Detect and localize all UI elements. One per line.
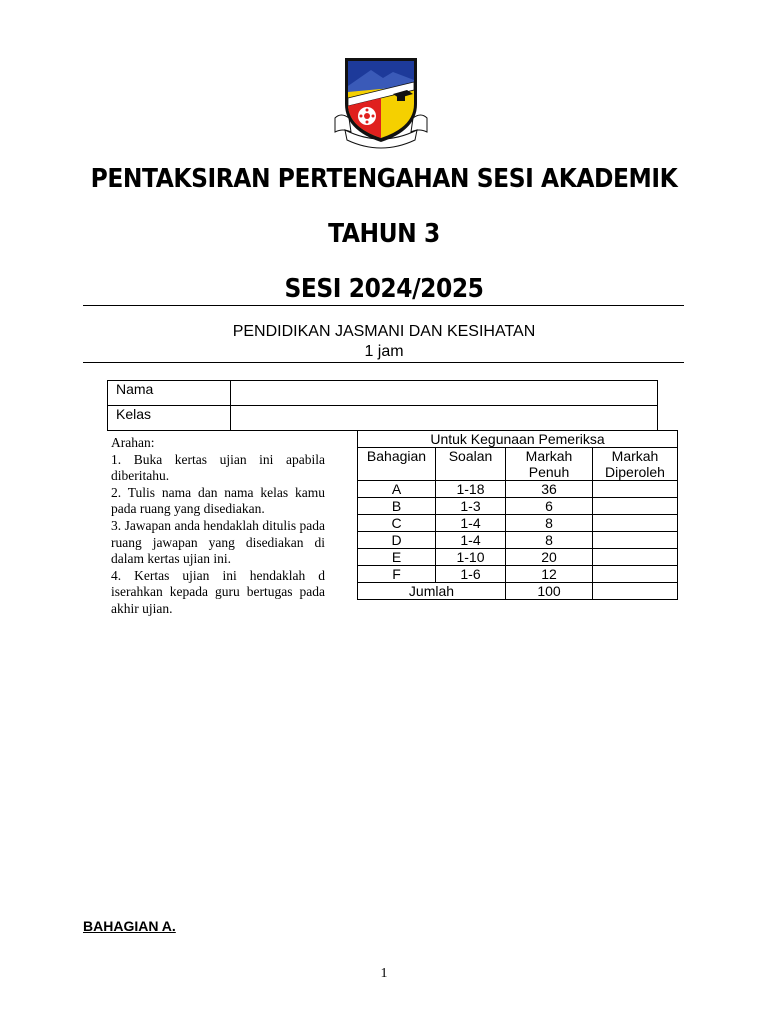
name-field[interactable] <box>231 381 658 406</box>
questions-cell: 1-6 <box>436 566 506 583</box>
full-marks-cell: 8 <box>506 532 593 549</box>
instruction-item: 1. Buka kertas ujian ini apabila diberitahu. <box>111 451 325 484</box>
table-row <box>358 549 678 566</box>
table-row <box>358 532 678 549</box>
full-marks-cell: 12 <box>506 566 593 583</box>
table-row <box>358 481 678 498</box>
header-full-marks: Markah Penuh <box>506 448 593 481</box>
table-row <box>358 498 678 515</box>
section-cell: A <box>358 481 436 498</box>
questions-cell: 1-4 <box>436 532 506 549</box>
full-marks-cell: 8 <box>506 515 593 532</box>
section-cell: F <box>358 566 436 583</box>
questions-cell: 1-10 <box>436 549 506 566</box>
total-label: Jumlah <box>358 583 506 600</box>
exam-title: PENTAKSIRAN PERTENGAHAN SESI AKADEMIK <box>90 164 678 194</box>
header-questions: Soalan <box>436 448 506 481</box>
total-full-marks: 100 <box>506 583 593 600</box>
page-number: 1 <box>380 966 388 981</box>
section-cell: E <box>358 549 436 566</box>
questions-cell: 1-3 <box>436 498 506 515</box>
section-cell: C <box>358 515 436 532</box>
table-row <box>358 566 678 583</box>
name-label: Nama <box>108 381 231 406</box>
obtained-marks-cell[interactable] <box>593 549 678 566</box>
exam-duration: 1 jam <box>364 343 404 360</box>
section-heading: BAHAGIAN A. <box>83 918 176 934</box>
instruction-item: 3. Jawapan anda hendaklah ditulis pada ruang jawapan yang disediakan di dalam kertas ujian ini. <box>111 517 325 567</box>
table-row <box>358 515 678 532</box>
divider <box>83 362 684 363</box>
instruction-item: 4. Kertas ujian ini hendaklah d iserahkan kepada guru bertugas pada akhir ujian. <box>111 567 325 616</box>
instructions-heading: Arahan: <box>111 435 155 450</box>
total-row <box>358 583 678 600</box>
full-marks-cell: 6 <box>506 498 593 515</box>
total-obtained-marks[interactable] <box>593 583 678 600</box>
divider <box>83 305 684 306</box>
obtained-marks-cell[interactable] <box>593 566 678 583</box>
section-cell: D <box>358 532 436 549</box>
section-cell: B <box>358 498 436 515</box>
class-row <box>108 406 658 431</box>
examiner-table-caption: Untuk Kegunaan Pemeriksa <box>358 431 678 448</box>
obtained-marks-cell[interactable] <box>593 498 678 515</box>
header-obtained-marks: Markah Diperoleh <box>593 448 678 481</box>
subject-name: PENDIDIKAN JASMANI DAN KESIHATAN <box>232 323 536 340</box>
name-row <box>108 381 658 406</box>
school-crest-logo <box>331 52 431 152</box>
questions-cell: 1-4 <box>436 515 506 532</box>
instruction-item: 2. Tulis nama dan nama kelas kamu pada ruang yang disediakan. <box>111 484 325 517</box>
full-marks-cell: 36 <box>506 481 593 498</box>
class-label: Kelas <box>108 406 231 431</box>
student-info-table <box>107 380 658 431</box>
header-section: Bahagian <box>358 448 436 481</box>
instructions <box>111 435 325 618</box>
full-marks-cell: 20 <box>506 549 593 566</box>
examiner-marks-table <box>357 430 678 600</box>
session-label: SESI 2024/2025 <box>284 274 484 304</box>
obtained-marks-cell[interactable] <box>593 481 678 498</box>
obtained-marks-cell[interactable] <box>593 532 678 549</box>
year-level: TAHUN 3 <box>328 219 440 249</box>
obtained-marks-cell[interactable] <box>593 515 678 532</box>
questions-cell: 1-18 <box>436 481 506 498</box>
class-field[interactable] <box>231 406 658 431</box>
